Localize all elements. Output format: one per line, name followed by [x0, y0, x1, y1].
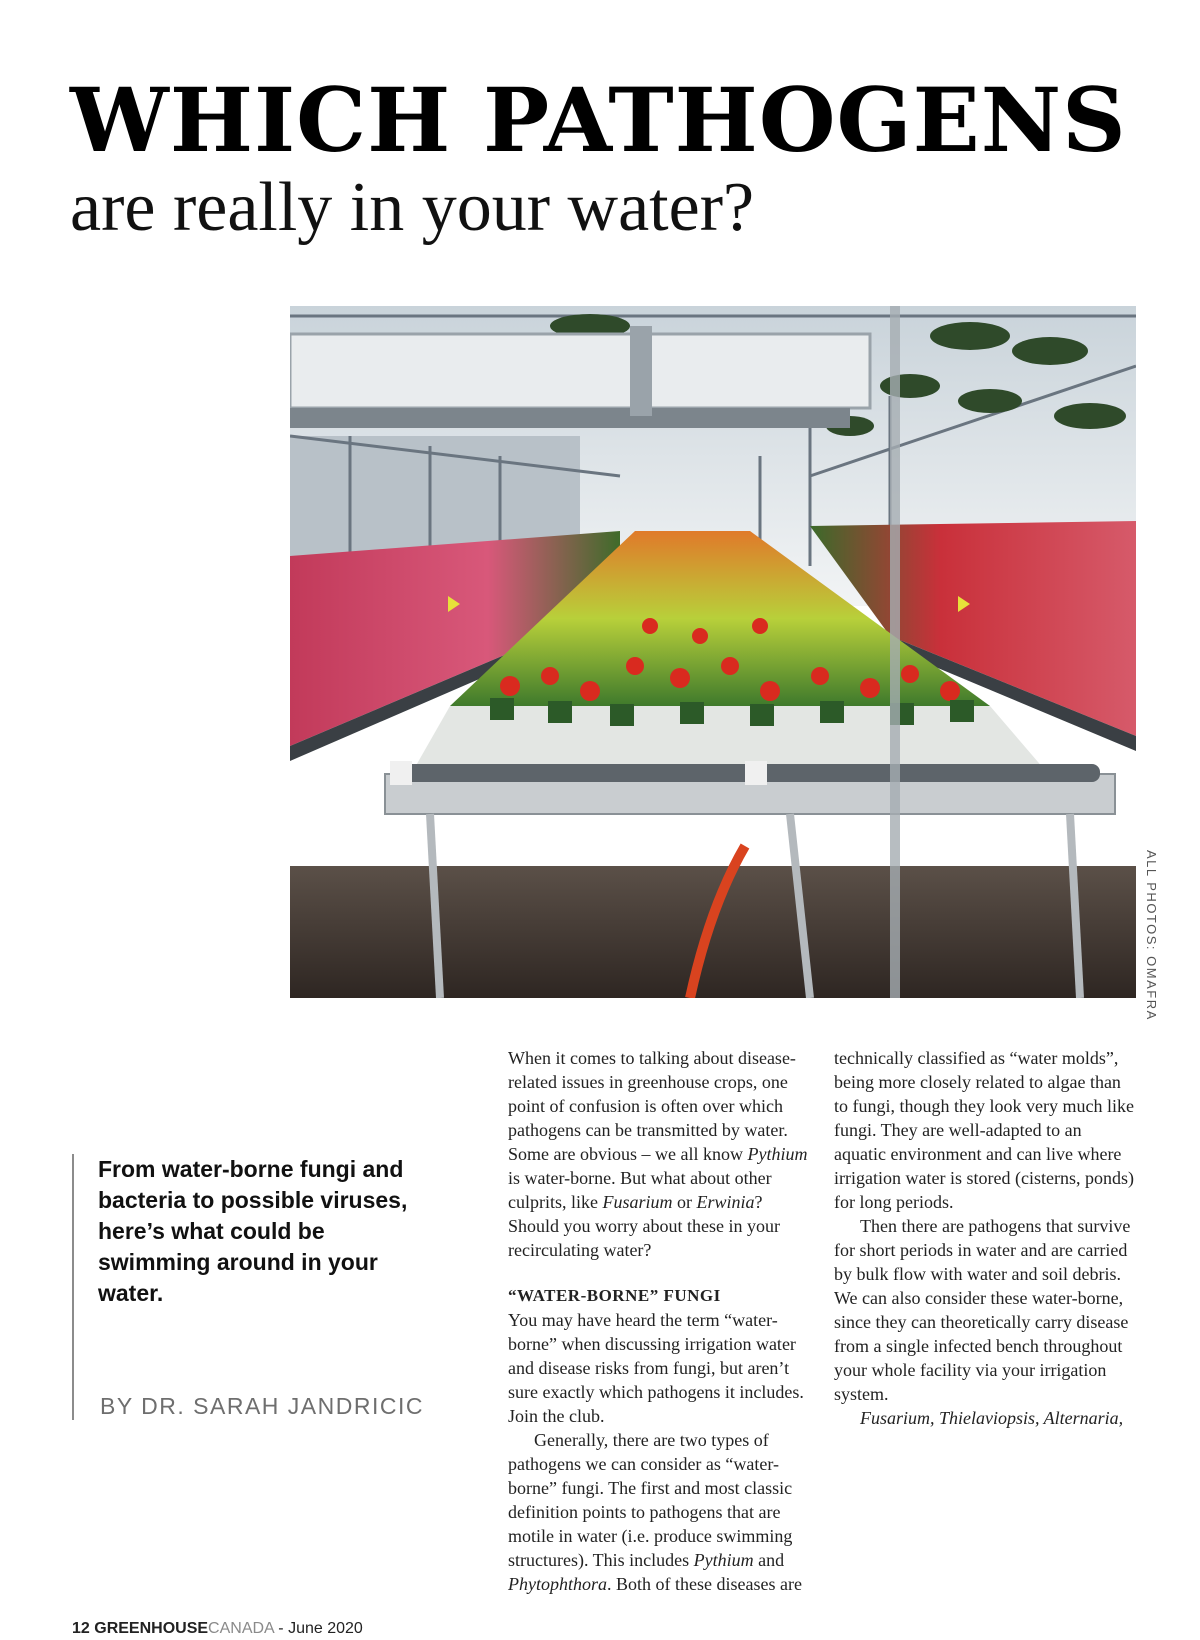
- para1-text: When it comes to talking about disease-related issues in greenhouse crops, one point of confusion is often over which pathogens can be transmitted by water. Some are obvious – we all know: [508, 1048, 796, 1164]
- para1-text-b: is water-borne. But what about other culprits, like: [508, 1168, 772, 1212]
- headline-main: WHICH PATHOGENS: [70, 68, 1127, 172]
- greenhouse-image: [290, 306, 1136, 998]
- para1-text-c: or: [672, 1192, 697, 1212]
- pull-quote: [72, 1154, 424, 1420]
- para3-text: Generally, there are two types of pathogens we can consider as “water-borne” fungi. The first and most classic definition points to pathogens that are motile in water (i.e. produce swimming structures). This includes: [508, 1430, 793, 1570]
- paragraph-4: Then there are pathogens that survive for short periods in water and are carried by bulk flow with water and soil debris. We can also consider these water-borne, since they can theoretically carry disease from a single infected bench throughout your whole facility via your irrigation system.: [834, 1216, 1131, 1404]
- byline: BY DR. SARAH JANDRICIC: [100, 1393, 424, 1419]
- para3-italic-phytophthora: Phytophthora: [508, 1574, 607, 1594]
- photo-credit: ALL PHOTOS: OMAFRA: [1144, 850, 1159, 1021]
- para1-italic-fusarium: Fusarium: [602, 1192, 673, 1212]
- para1-italic-erwinia: Erwinia: [696, 1192, 755, 1212]
- pull-quote-text: From water-borne fungi and bacteria to possible viruses, here’s what could be swimming around in your water.: [98, 1156, 408, 1306]
- magazine-name-bold: GREENHOUSE: [94, 1620, 209, 1637]
- article-column-1: [508, 1046, 810, 1596]
- paragraph-3-continued: technically classified as “water molds”, being more closely related to algae than to fungi, though they look very much like fungi. They are well-adapted to an aquatic environment and can live where irrigation water is stored (cisterns, ponds) for long periods.: [834, 1048, 1135, 1212]
- paragraph-5: [834, 1406, 1136, 1430]
- paragraph-1: [508, 1046, 810, 1262]
- issue-date: - June 2020: [278, 1620, 363, 1637]
- magazine-name-light: CANADA: [208, 1620, 274, 1637]
- para3-italic-pythium: Pythium: [693, 1550, 754, 1570]
- para3-text-c: . Both of these diseases are: [607, 1574, 802, 1594]
- para3-text-b: and: [753, 1550, 785, 1570]
- para1-italic-pythium: Pythium: [747, 1144, 808, 1164]
- paragraph-3-start: [508, 1428, 810, 1596]
- page-number: 12: [72, 1620, 90, 1637]
- para1-text-d: ? Should you worry about these in your recirculating water?: [508, 1192, 780, 1260]
- paragraph-2: You may have heard the term “water-borne” when discussing irrigation water and disease risks from fungi, but aren’t sure exactly which pathogens it includes. Join the club.: [508, 1310, 804, 1426]
- para5-italic: Fusarium, Thielaviopsis, Alternaria,: [860, 1408, 1124, 1428]
- headline-sub: are really in your water?: [70, 169, 755, 246]
- page-footer: [72, 1620, 363, 1638]
- greenhouse-photo: [290, 306, 1136, 998]
- subhead: “WATER-BORNE” FUNGI: [508, 1286, 721, 1305]
- article-column-2: [834, 1046, 1136, 1430]
